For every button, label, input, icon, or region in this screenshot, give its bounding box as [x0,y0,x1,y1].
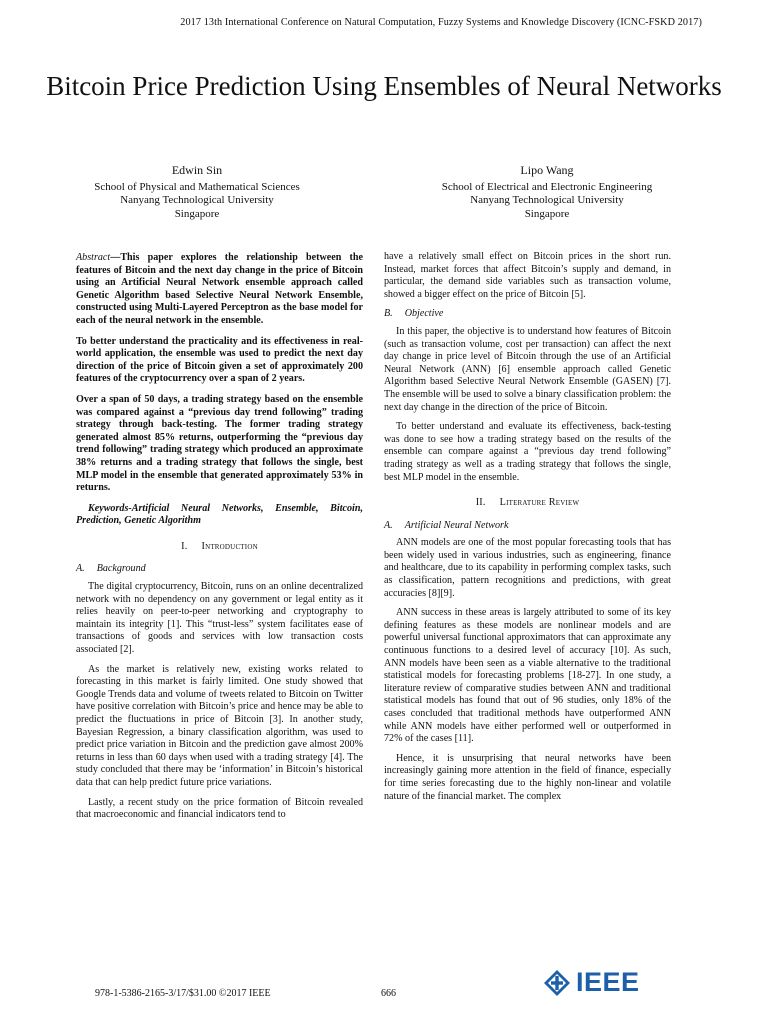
body-paragraph: ANN models are one of the most popular forecasting tools that has been widely used in various industries, such as engineering, finance and healthcare, due to its capability in performing complex tasks, such as classification, pattern recognitions and predictions, with great accuracies [8][9]. [384,537,671,599]
abstract-paragraph: To better understand the practicality and its effectiveness in real-world application, the ensemble was used to predict the next day direction of the price of Bitcoin given a set of approximately 200 features of the cryptocurrency over a span of 2 years. [76,335,363,385]
subsection-title: Background [96,563,146,575]
body-paragraph: have a relatively small effect on Bitcoin prices in the short run. Instead, market forces that affect Bitcoin’s supply and demand, in particular, the demand side variables such as transaction volume, showed a bigger effect on the price of Bitcoin [5]. [384,251,671,300]
conference-header: 2017 13th International Conference on Natural Computation, Fuzzy Systems and Knowledge Discovery (ICNC-FSKD 2017) [180,17,702,28]
abstract-paragraph [76,252,363,328]
body-paragraph: As the market is relatively new, existing works related to forecasting in this market is fairly limited. One study showed that Google Trends data and volume of tweets related to Bitcoin on Twitter have positive correlation with Bitcoin’s price and hence may be able to predict the fluctuations in price of Bitcoin [3]. In another study, Bayesian Regression, a binary classification algorithm, was used to predict price variation in Bitcoin and the prediction gave almost 200% returns in less than 60 days when used with a trading strategy [4]. The study concluded that there may be ‘information’ in Bitcoin’s historical data that can help predict future price variations. [76,663,363,788]
paper-title: Bitcoin Price Prediction Using Ensembles of Neural Networks [46,71,722,101]
ieee-diamond-icon [543,969,571,997]
subsection-heading-objective [384,308,671,321]
affiliation-line: Nanyang Technological University [120,194,274,206]
author-block-2 [397,164,697,221]
subsection-title: Objective [404,308,444,320]
body-paragraph: Hence, it is unsurprising that neural networks have been increasingly gaining more attention in the field of finance, especially for time series forecasting due to the highly non-linear and volatile nature of the financial market. The complex [384,752,671,802]
section-title: Introduction [201,540,258,552]
section-number: II. [475,497,486,509]
right-column [384,251,671,810]
section-title: Literature Review [499,497,580,509]
subsection-letter: A. [76,563,85,575]
subsection-letter: A. [384,519,393,531]
abstract [76,252,363,495]
ieee-wordmark: IEEE [576,967,640,997]
abstract-text: —This paper explores the relationship between the features of Bitcoin and the next day change in the price of Bitcoin using an Artificial Neural Network ensemble approach called Genetic Algorithm based Selective Neural Network Ensemble, constructed using Multi-Layered Perceptron as the base model for each of the neural network in the ensemble. [76,252,363,326]
affiliation-line: School of Electrical and Electronic Engineering [441,180,653,193]
section-number: I. [181,540,188,552]
subsection-heading-background [76,563,363,576]
page-number: 666 [381,988,396,999]
abstract-label: Abstract [76,252,111,263]
subsection-title: Artificial Neural Network [404,519,509,531]
body-paragraph: The digital cryptocurrency, Bitcoin, runs on an online decentralized network with no dependency on any government or legal entity as it relies heavily on peer-to-peer networking and cryptography to maintain its integrity [1]. This “trust-less” system facilitates ease of transactions of goods and services with low transaction costs associated [2]. [76,581,363,656]
author-name: Edwin Sin [171,163,223,177]
section-heading-literature-review [384,497,671,510]
keywords: Keywords-Artificial Neural Networks, Ensemble, Bitcoin, Prediction, Genetic Algorithm [76,502,363,527]
subsection-heading-ann [384,520,671,533]
abstract-paragraph: Over a span of 50 days, a trading strategy based on the ensemble was compared against a “previous day trend following” trading strategy through back-testing. The former trading strategy generated almost 85% returns, outperforming the “previous day trend following” trading strategy which produced an approximate 38% returns and a trading strategy that follows the single, best MLP model in the ensemble that generated approximately 53% in returns. [76,393,363,494]
affiliation-line: School of Physical and Mathematical Sciences [94,180,300,193]
body-paragraph: Lastly, a recent study on the price formation of Bitcoin revealed that macroeconomic and financial indicators tend to [76,796,363,821]
ieee-logo [543,967,640,998]
left-column [76,252,363,829]
affiliation-line: Nanyang Technological University [470,194,624,206]
body-paragraph: In this paper, the objective is to understand how features of Bitcoin (such as transaction volume, cost per transaction) can affect the next day change in price level of Bitcoin through the use of an Artificial Neural Network (ANN) [6] ensemble approach called Genetic Algorithm based Selective Neural Network Ensemble (GASEN) [7]. The ensemble will be used to solve a binary classification problem: the next day change in the direction of the price of Bitcoin. [384,325,671,413]
body-paragraph: To better understand and evaluate its effectiveness, back-testing was done to see how a trading strategy based on the results of the ensemble can compare against a “previous day trend following” trading strategy as well as a trading strategy that follows the single, best MLP model in the ensemble. [384,421,671,483]
affiliation-line: Singapore [174,207,220,220]
section-heading-introduction [76,541,363,554]
author-block-1 [47,164,347,221]
copyright-footer: 978-1-5386-2165-3/17/$31.00 ©2017 IEEE [95,988,271,999]
subsection-letter: B. [384,308,393,320]
author-name: Lipo Wang [520,163,574,177]
affiliation-line: Singapore [524,207,570,220]
body-paragraph: ANN success in these areas is largely attributed to some of its key defining features as these models are nonlinear models and are powerful universal functional approximators that can approximate any continuous functions to a desired level of accuracy [10]. As such, ANN models have been seen as a viable alternative to the traditional statistical models for forecasting problems [18-27]. In one study, a literature review of comparative studies between ANN and traditional statistical models has found that out of 96 studies, only 18% of the cases concluded that traditional methods have outperformed ANN while ANN models have either performed well or outperformed in 72% of the cases [11]. [384,607,671,745]
